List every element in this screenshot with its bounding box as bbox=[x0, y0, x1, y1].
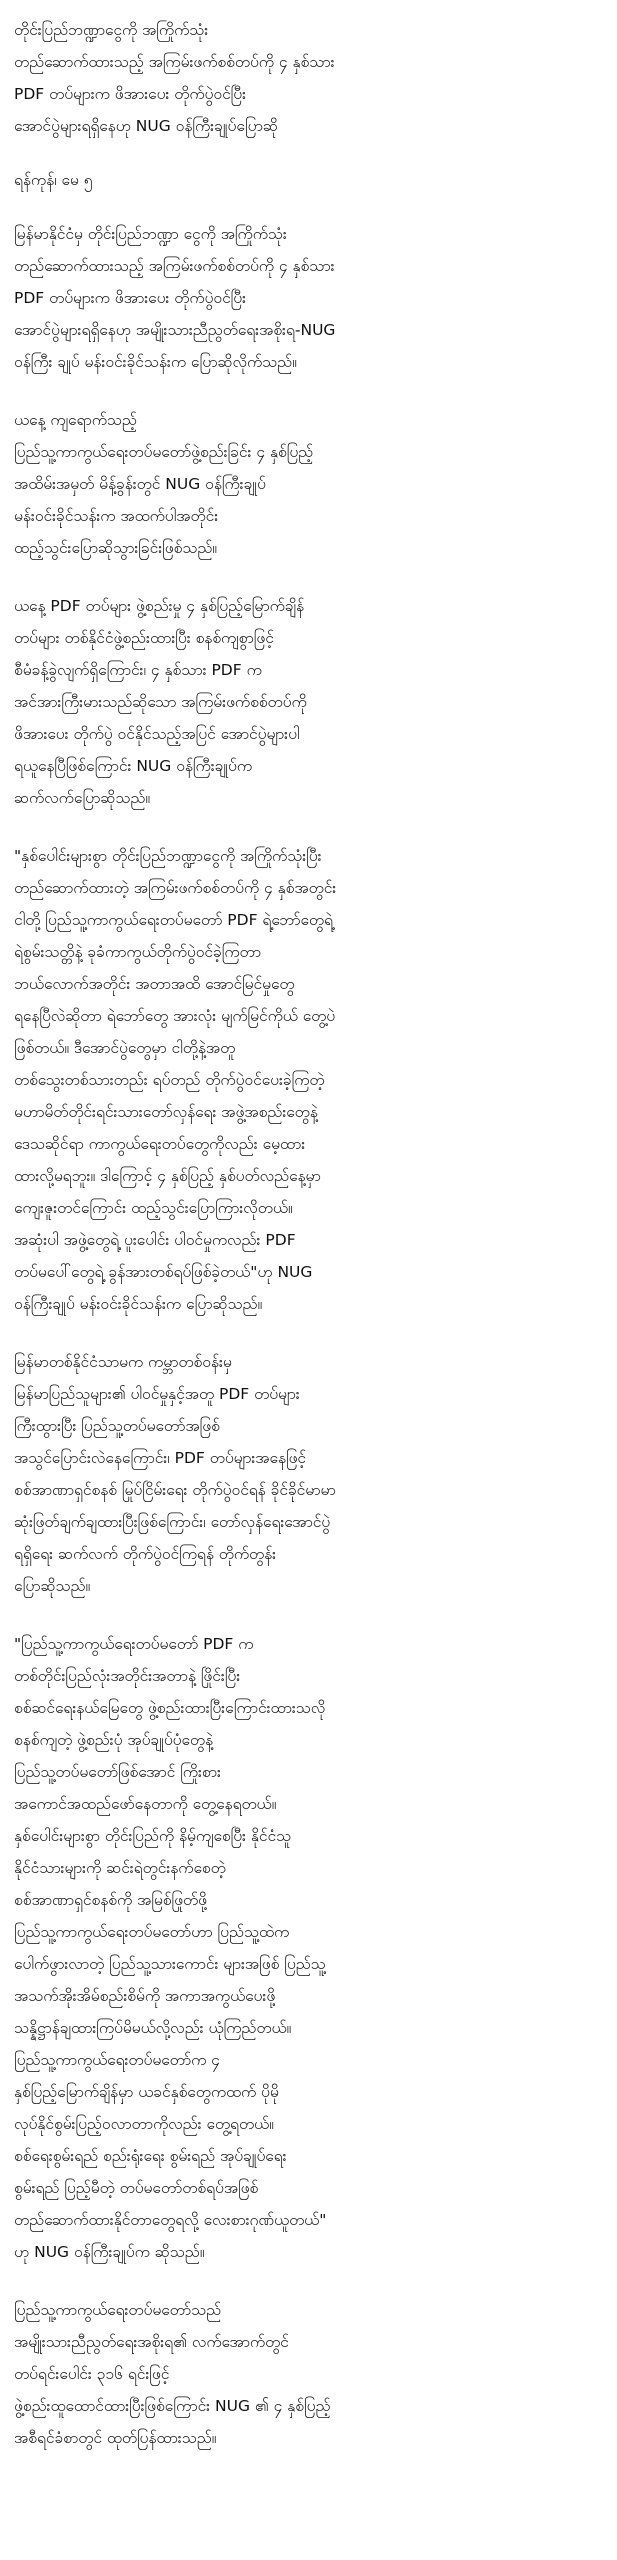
article-headline: တိုင်းပြည်ဘဏ္ဍာငွေကို အကြိုက်သုံး တည်ဆောက်ထားသည့် အကြမ်းဖက်စစ်တပ်ကို ၄ နှစ်သား PDF တပ်များက ဖိအားပေး တိုက်ပွဲဝင်ပြီး အောင်ပွဲများရရှိနေဟု NUG ဝန်ကြီးချုပ်ပြောဆို bbox=[14, 21, 335, 135]
paragraph-7: ပြည်သူ့ကာကွယ်ရေးတပ်မတော်သည် အမျိုးသားညီညွတ်ရေးအစိုးရ၏ လက်အောက်တွင် တပ်ရင်းပေါင်း ၃၁၆ ရင်းဖြင့် ဖွဲ့စည်းထူထောင်ထားပြီးဖြစ်ကြောင်း NUG ၏ ၄ နှစ်ပြည့် အစီရင်ခံစာတွင် ထုတ်ပြန်ထားသည်။ bbox=[14, 2301, 331, 2447]
paragraph-1: မြန်မာနိုင်ငံမှ တိုင်းပြည်ဘဏ္ဍာ ငွေကို အကြိုက်သုံး တည်ဆောက်ထားသည့် အကြမ်းဖက်စစ်တပ်ကို ၄ နှစ်သား PDF တပ်များက ဖိအားပေး တိုက်ပွဲဝင်ပြီး အောင်ပွဲများရရှိနေဟု အမျိုးသားညီညွတ်ရေးအစိုးရ-NUG ဝန်ကြီး ချုပ် မန်းဝင်းခိုင်သန်းက ပြောဆိုလိုက်သည်။ bbox=[14, 225, 336, 371]
article-dateline: ရန်ကုန်၊ မေ ၅ bbox=[14, 171, 93, 189]
paragraph-4-quote: "နှစ်ပေါင်းများစွာ တိုင်းပြည်ဘဏ္ဍာငွေကို အကြိုက်သုံးပြီး တည်ဆောက်ထားတဲ့ အကြမ်းဖက်စစ်တပ်ကို ၄ နှစ်အတွင်း ငါတို့ ပြည်သူ့ကာကွယ်ရေးတပ်မတော် PDF ရဲ့ဘော်တွေရဲ့ ရဲစွမ်းသတ္တိနဲ့ ခုခံကာကွယ်တိုက်ပွဲဝင်ခဲ့ကြတာ ဘယ်လောက်အတိုင်း အတာအထိ အောင်မြင်မှုတွေ ရနေပြီလဲဆိုတာ ရဲဘော်တွေ အားလုံး မျက်မြင်ကိုယ် တွေ့ပဲ ဖြစ်တယ်။ ဒီအောင်ပွဲတွေမှာ ငါတို့နဲ့အတူ တစ်သွေးတစ်သားတည်း ရပ်တည် တိုက်ပွဲဝင်ပေးခဲ့ကြတဲ့ မဟာမိတ်တိုင်းရင်းသားတော်လှန်ရေး အဖွဲ့အစည်းတွေနဲ့ ဒေသဆိုင်ရာ ကာကွယ်ရေးတပ်တွေကိုလည်း မေ့ထား ထားလို့မရဘူး။ ဒါကြောင့် ၄ နှစ်ပြည့် နှစ်ပတ်လည်နေ့မှာ ကျေးဇူးတင်ကြောင်း ထည့်သွင်းပြောကြားလိုတယ်။ အဆုံးပါ အဖွဲ့တွေရဲ့ ပူးပေါင်း ပါဝင်မှုကလည်း PDF တပ်မပေါ်တွေရဲ့ ခွန်အားတစ်ရပ်ဖြစ်ခဲ့တယ်"ဟု NUG ဝန်ကြီးချုပ် မန်းဝင်းခိုင်သန်းက ပြောဆိုသည်။ bbox=[14, 847, 337, 1313]
paragraph-3: ယနေ့ PDF တပ်များ ဖွဲ့စည်းမှု ၄ နှစ်ပြည့်မြောက်ချိန် တပ်များ တစ်နိုင်ငံဖွဲ့စည်းထားပြီး စနစ်ကျစွာဖြင့် စီမံခန့်ခွဲလျက်ရှိကြောင်း၊ ၄ နှစ်သား PDF က အင်အားကြီးမားသည်ဆိုသော အကြမ်းဖက်စစ်တပ်ကို ဖိအားပေး တိုက်ပွဲ ဝင်နိုင်သည့်အပြင် အောင်ပွဲများပါ ရယူနေပြီဖြစ်ကြောင်း NUG ဝန်ကြီးချုပ်က ဆက်လက်ပြောဆိုသည်။ bbox=[14, 597, 307, 807]
paragraph-5: မြန်မာတစ်နိုင်ငံသာမက ကမ္ဘာတစ်ဝန်းမှ မြန်မာပြည်သူများ၏ ပါဝင်မှုနှင့်အတူ PDF တပ်များ ကြီးထွားပြီး ပြည်သူ့တပ်မတော်အဖြစ် အသွင်ပြောင်းလဲနေကြောင်း၊ PDF တပ်များအနေဖြင့် စစ်အာဏာရှင်စနစ် မြုပ်ငြိမ်းရေး တိုက်ပွဲဝင်ရန် ခိုင်ခိုင်မာမာ ဆုံးဖြတ်ချက်ချထားပြီးဖြစ်ကြောင်း၊ တော်လှန်ရေးအောင်ပွဲ ရရှိရေး ဆက်လက် တိုက်ပွဲဝင်ကြရန် တိုက်တွန်း ပြောဆိုသည်။ bbox=[14, 1353, 336, 1595]
paragraph-6-quote: "ပြည်သူ့ကာကွယ်ရေးတပ်မတော် PDF က တစ်တိုင်းပြည်လုံးအတိုင်းအတာနဲ့ ဖြိုင်းပြီး စစ်ဆင်ရေးနယ်မြေတွေ ဖွဲ့စည်းထားပြီးကြောင်းထားသလို စနစ်ကျတဲ့ ဖွဲ့စည်းပုံ အုပ်ချုပ်ပုံတွေနဲ့ ပြည်သူ့တပ်မတော်ဖြစ်အောင် ကြိုးစား အကောင်အထည်ဖော်နေတာကို တွေ့နေရတယ်။ နှစ်ပေါင်းများစွာ တိုင်းပြည်ကို နိမ့်ကျစေပြီး နိုင်ငံသူ နိုင်ငံသားများကို ဆင်းရဲတွင်းနက်စေတဲ့ စစ်အာဏာရှင်စနစ်ကို အမြစ်ဖြုတ်ဖို့ ပြည်သူ့ကာကွယ်ရေးတပ်မတော်ဟာ ပြည်သူ့ထဲက ပေါက်ဖွားလာတဲ့ ပြည်သူ့သားကောင်း များအဖြစ် ပြည်သူ့ အသက်အိုးအိမ်စည်းစိမ်ကို အကာအကွယ်ပေးဖို့ သန္နိဋ္ဌာန်ချထားကြပ်မိမယ်လို့လည်း ယုံကြည်တယ်။ ပြည်သူ့ကာကွယ်ရေးတပ်မတော်က ၄ နှစ်ပြည့်မြောက်ချိန်မှာ ယခင်နှစ်တွေကထက် ပိုမို လုပ်နိုင်စွမ်းပြည့်ဝလာတာကိုလည်း တွေ့ရတယ်။ စစ်ရေးစွမ်းရည် စည်းရုံးရေး စွမ်းရည် အုပ်ချုပ်ရေး စွမ်းရည် ပြည့်မီတဲ့ တပ်မတော်တစ်ရပ်အဖြစ် တည်ဆောက်ထားနိုင်တာတွေရလို့ လေးစားဂုဏ်ယူတယ်" ဟု NUG ဝန်ကြီးချုပ်က ဆိုသည်။ bbox=[14, 1635, 327, 2261]
paragraph-2: ယနေ့ ကျရောက်သည့် ပြည်သူ့ကာကွယ်ရေးတပ်မတော်ဖွဲ့စည်းခြင်း ၄ နှစ်ပြည့် အထိမ်းအမှတ် မိန့်ခွန်းတွင် NUG ဝန်ကြီးချုပ် မန်းဝင်းခိုင်သန်းက အထက်ပါအတိုင်း ထည့်သွင်းပြောဆိုသွားခြင်းဖြစ်သည်။ bbox=[14, 411, 314, 557]
